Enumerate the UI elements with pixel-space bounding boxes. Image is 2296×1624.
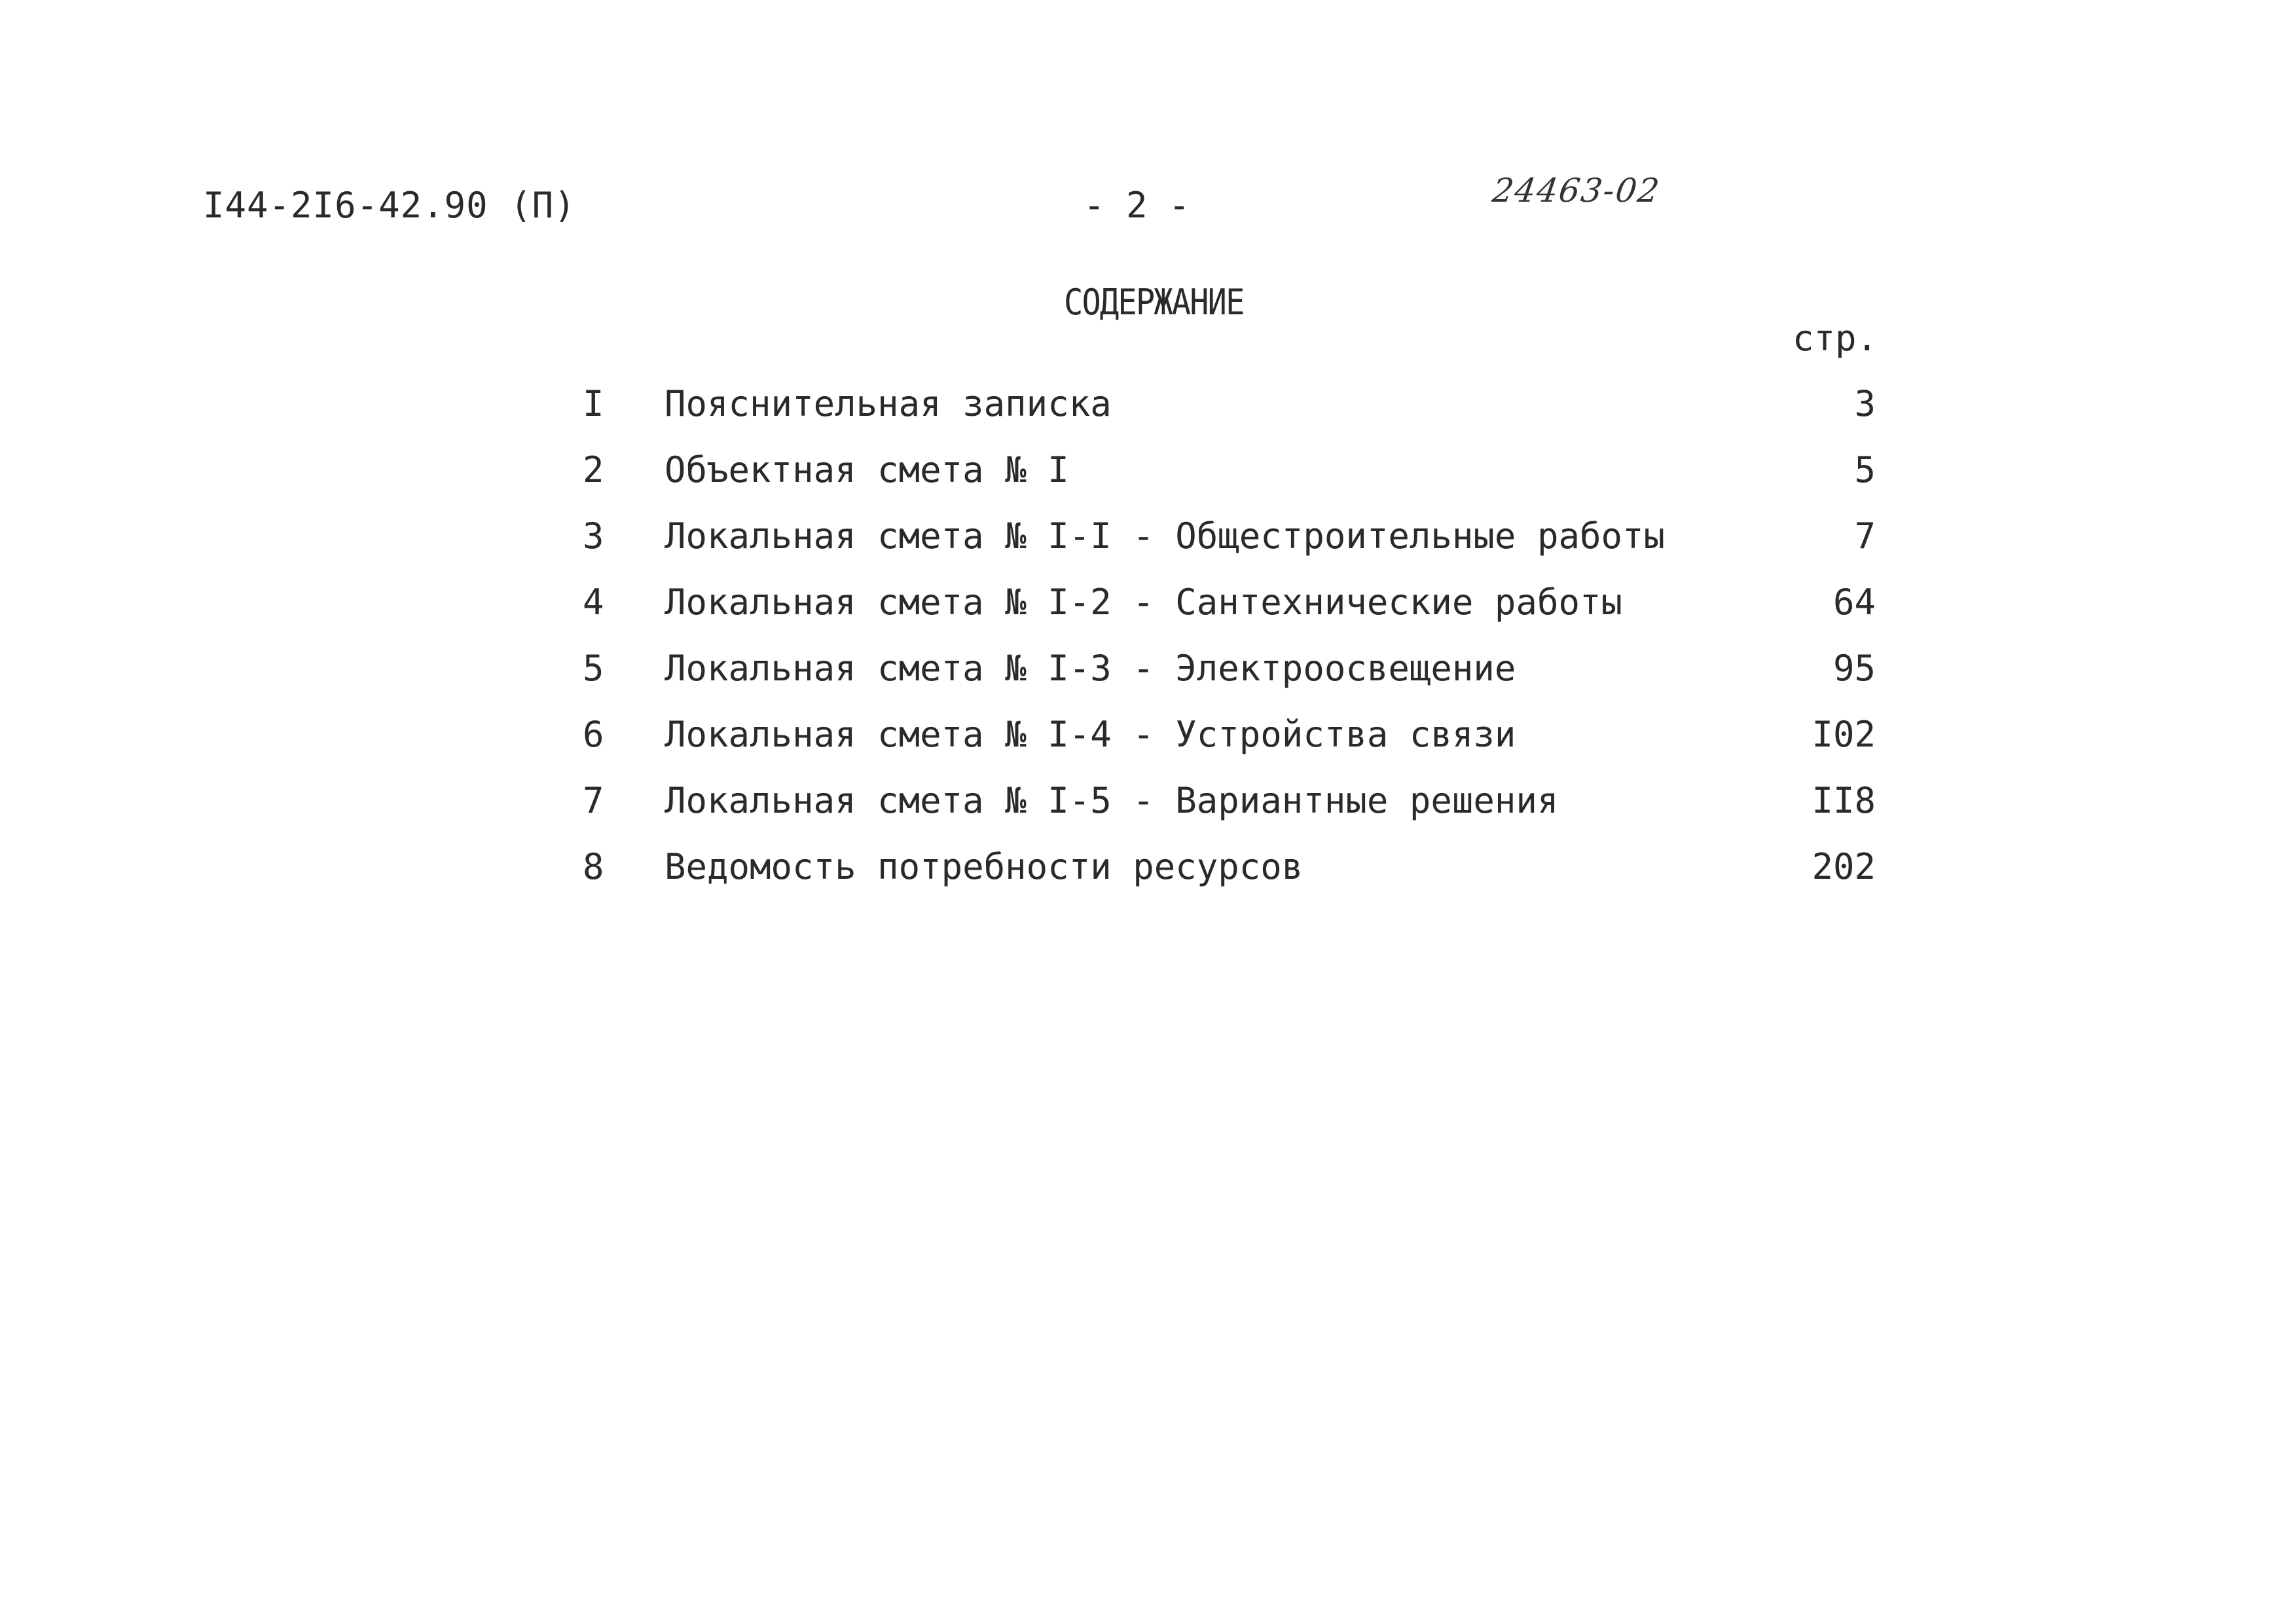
item-page: 95 bbox=[1832, 648, 1876, 689]
item-page: I02 bbox=[1812, 714, 1876, 755]
item-number: 8 bbox=[583, 846, 604, 887]
item-number: 7 bbox=[583, 780, 604, 821]
item-title: Локальная смета № I-3 - Электроосвещение bbox=[665, 648, 1516, 689]
item-number: I bbox=[583, 383, 604, 424]
contents-list bbox=[576, 383, 1876, 912]
item-title: Ведомость потребности ресурсов bbox=[665, 846, 1303, 887]
item-number: 4 bbox=[583, 581, 604, 623]
page-number: - 2 - bbox=[1084, 185, 1190, 226]
item-title: Локальная смета № I-4 - Устройства связи bbox=[665, 714, 1516, 755]
item-number: 5 bbox=[583, 648, 604, 689]
page-column-header: стр. bbox=[1793, 318, 1878, 359]
item-page: 5 bbox=[1854, 449, 1876, 490]
contents-item bbox=[576, 449, 1876, 515]
item-title: Локальная смета № I-I - Общестроительные работы bbox=[665, 515, 1666, 557]
item-number: 3 bbox=[583, 515, 604, 557]
contents-item bbox=[576, 714, 1876, 780]
contents-title: СОДЕРЖАНИЕ bbox=[1064, 282, 1244, 323]
item-title: Локальная смета № I-5 - Вариантные решения bbox=[665, 780, 1559, 821]
contents-item bbox=[576, 383, 1876, 449]
item-page: 3 bbox=[1854, 383, 1876, 424]
contents-item bbox=[576, 846, 1876, 912]
item-page: II8 bbox=[1812, 780, 1876, 821]
document-code: I44-2I6-42.90 (П) bbox=[203, 185, 576, 226]
item-page: 7 bbox=[1854, 515, 1876, 557]
item-title: Пояснительная записка bbox=[665, 383, 1112, 424]
handwritten-inventory-number: 24463-02 bbox=[1489, 172, 1663, 210]
contents-item bbox=[576, 780, 1876, 846]
contents-item bbox=[576, 515, 1876, 581]
item-page: 202 bbox=[1812, 846, 1876, 887]
contents-item bbox=[576, 581, 1876, 648]
item-number: 6 bbox=[583, 714, 604, 755]
item-number: 2 bbox=[583, 449, 604, 490]
contents-item bbox=[576, 648, 1876, 714]
item-title: Объектная смета № I bbox=[665, 449, 1069, 490]
item-title: Локальная смета № I-2 - Сантехнические работы bbox=[665, 581, 1622, 623]
item-page: 64 bbox=[1832, 581, 1876, 623]
